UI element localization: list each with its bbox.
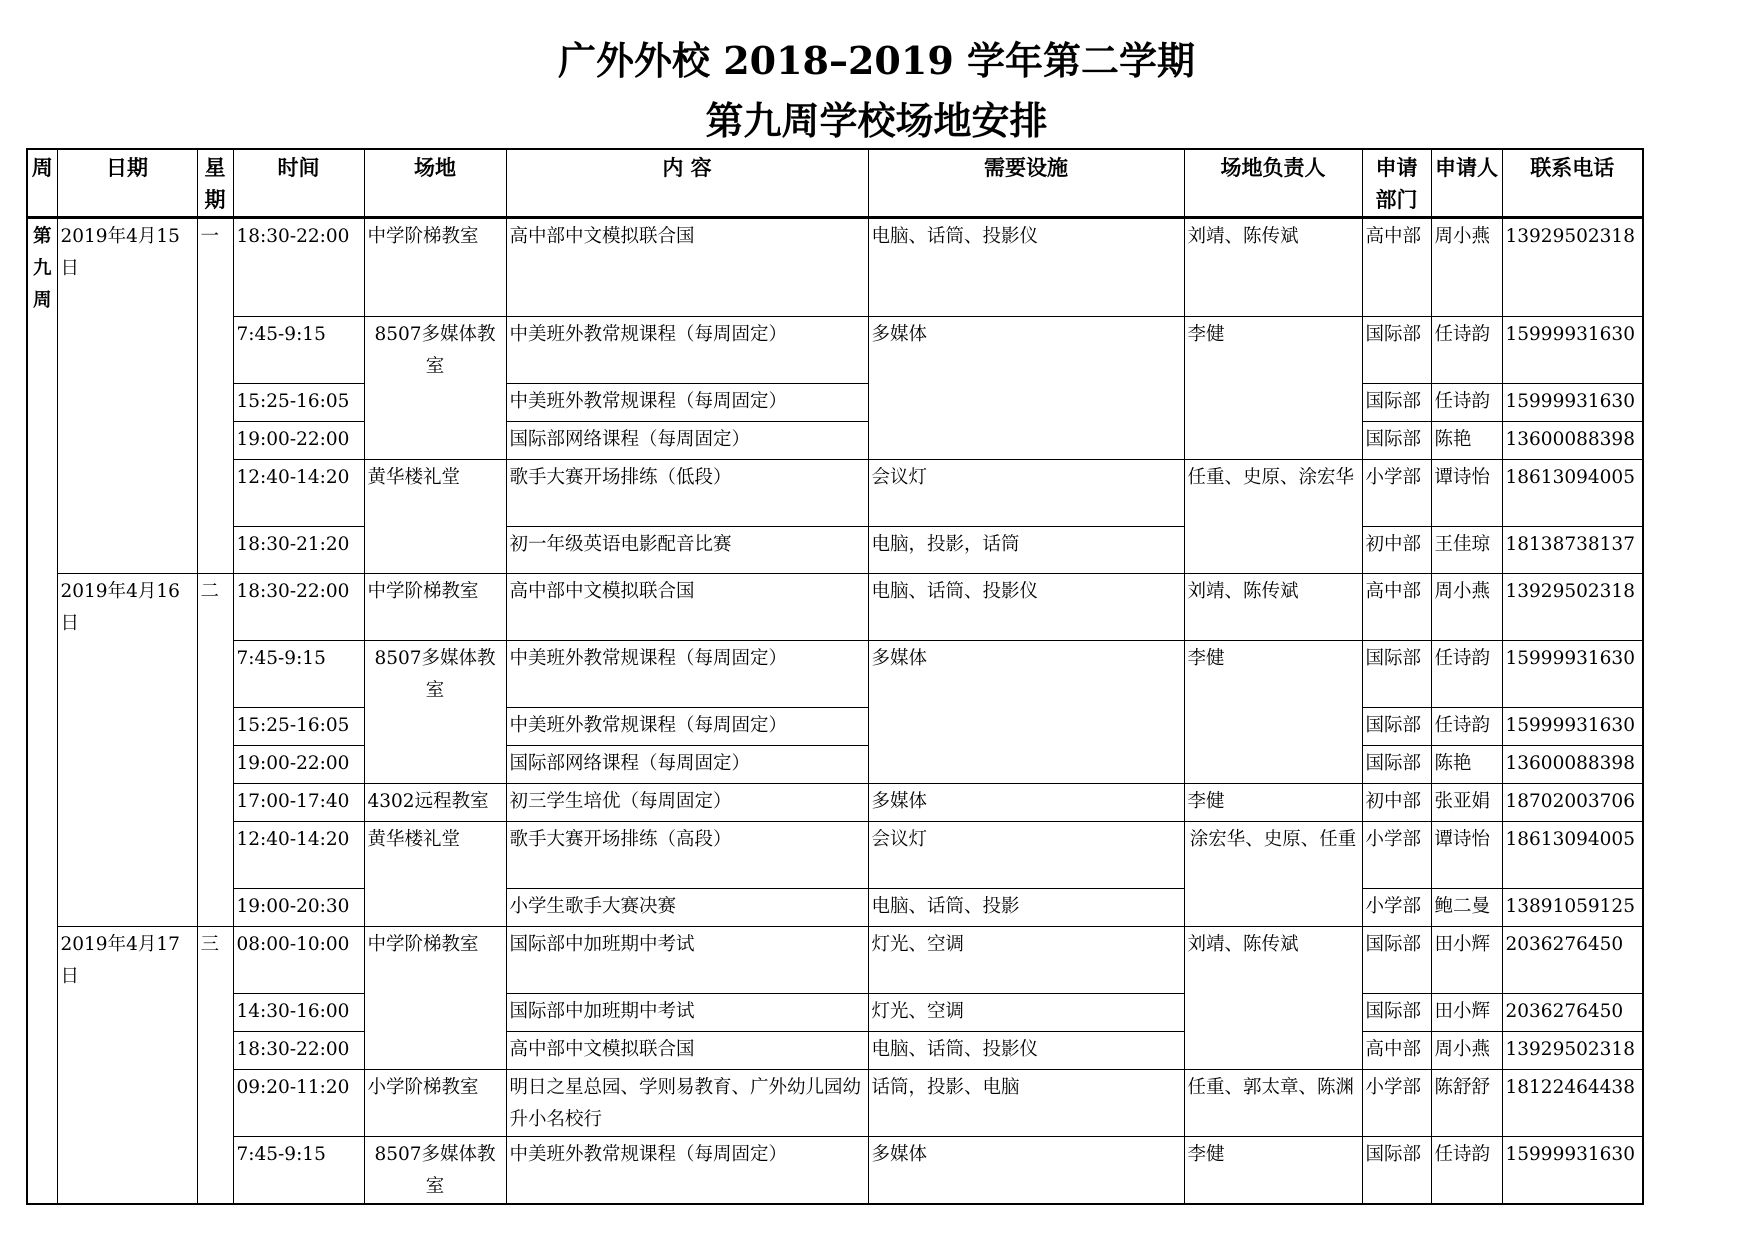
content-cell: 初一年级英语电影配音比赛 <box>506 527 868 574</box>
header-person: 场地负责人 <box>1184 149 1362 218</box>
week-cell: 第九周 <box>27 218 57 1205</box>
facilities-cell: 多媒体 <box>868 641 1184 784</box>
date-cell: 2019年4月15日 <box>57 218 197 574</box>
content-cell: 中美班外教常规课程（每周固定） <box>506 384 868 422</box>
content-cell: 歌手大赛开场排练（高段） <box>506 822 868 889</box>
content-cell: 国际部网络课程（每周固定） <box>506 422 868 460</box>
dept-cell: 高中部 <box>1362 1032 1431 1070</box>
time-cell: 18:30-22:00 <box>233 218 364 317</box>
venue-cell: 中学阶梯教室 <box>364 218 506 317</box>
dept-cell: 国际部 <box>1362 384 1431 422</box>
phone-cell: 13891059125 <box>1502 889 1643 927</box>
venue-cell: 中学阶梯教室 <box>364 574 506 641</box>
content-cell: 中美班外教常规课程（每周固定） <box>506 708 868 746</box>
table-row <box>27 746 1643 784</box>
phone-cell: 18613094005 <box>1502 822 1643 889</box>
applicant-cell: 鲍二曼 <box>1431 889 1502 927</box>
header-dept: 申请部门 <box>1362 149 1431 218</box>
venue-cell: 4302远程教室 <box>364 784 506 822</box>
phone-cell: 18122464438 <box>1502 1070 1643 1137</box>
time-cell: 09:20-11:20 <box>233 1070 364 1137</box>
applicant-cell: 周小燕 <box>1431 574 1502 641</box>
dept-cell: 国际部 <box>1362 927 1431 994</box>
phone-cell: 15999931630 <box>1502 641 1643 708</box>
venue-cell: 8507多媒体教室 <box>364 1137 506 1205</box>
table-row <box>27 708 1643 746</box>
applicant-cell: 任诗韵 <box>1431 317 1502 384</box>
table-row <box>27 641 1643 708</box>
time-cell: 7:45-9:15 <box>233 1137 364 1205</box>
content-cell: 歌手大赛开场排练（低段） <box>506 460 868 527</box>
time-cell: 19:00-20:30 <box>233 889 364 927</box>
content-cell: 国际部中加班期中考试 <box>506 927 868 994</box>
time-cell: 7:45-9:15 <box>233 641 364 708</box>
phone-cell: 15999931630 <box>1502 708 1643 746</box>
header-date: 日期 <box>57 149 197 218</box>
table-row <box>27 317 1643 384</box>
venue-cell: 小学阶梯教室 <box>364 1070 506 1137</box>
facilities-cell: 电脑、话筒、投影仪 <box>868 574 1184 641</box>
time-cell: 12:40-14:20 <box>233 822 364 889</box>
dept-cell: 国际部 <box>1362 422 1431 460</box>
facilities-cell: 多媒体 <box>868 784 1184 822</box>
dept-cell: 小学部 <box>1362 889 1431 927</box>
applicant-cell: 田小辉 <box>1431 927 1502 994</box>
facilities-cell: 电脑，投影，话筒 <box>868 527 1184 574</box>
table-row <box>27 574 1643 641</box>
person-cell: 李健 <box>1184 784 1362 822</box>
facilities-cell: 话筒，投影、电脑 <box>868 1070 1184 1137</box>
dept-cell: 国际部 <box>1362 994 1431 1032</box>
table-row <box>27 784 1643 822</box>
table-row <box>27 1070 1643 1137</box>
applicant-cell: 陈艳 <box>1431 746 1502 784</box>
applicant-cell: 谭诗怡 <box>1431 460 1502 527</box>
facilities-cell: 电脑、话筒、投影 <box>868 889 1184 927</box>
venue-cell: 黄华楼礼堂 <box>364 460 506 574</box>
weekday-cell: 二 <box>197 574 233 927</box>
applicant-cell: 王佳琼 <box>1431 527 1502 574</box>
header-applicant: 申请人 <box>1431 149 1502 218</box>
header-facilities: 需要设施 <box>868 149 1184 218</box>
time-cell: 18:30-21:20 <box>233 527 364 574</box>
applicant-cell: 谭诗怡 <box>1431 822 1502 889</box>
phone-cell: 13929502318 <box>1502 218 1643 317</box>
content-cell: 小学生歌手大赛决赛 <box>506 889 868 927</box>
header-venue: 场地 <box>364 149 506 218</box>
time-cell: 19:00-22:00 <box>233 422 364 460</box>
time-cell: 7:45-9:15 <box>233 317 364 384</box>
phone-cell: 2036276450 <box>1502 927 1643 994</box>
content-cell: 中美班外教常规课程（每周固定） <box>506 1137 868 1205</box>
venue-cell: 8507多媒体教室 <box>364 641 506 784</box>
phone-cell: 18138738137 <box>1502 527 1643 574</box>
content-cell: 中美班外教常规课程（每周固定） <box>506 641 868 708</box>
phone-cell: 2036276450 <box>1502 994 1643 1032</box>
phone-cell: 15999931630 <box>1502 317 1643 384</box>
table-row <box>27 460 1643 527</box>
dept-cell: 小学部 <box>1362 822 1431 889</box>
venue-cell: 中学阶梯教室 <box>364 927 506 1070</box>
venue-cell: 黄华楼礼堂 <box>364 822 506 927</box>
person-cell: 刘靖、陈传斌 <box>1184 218 1362 317</box>
content-cell: 高中部中文模拟联合国 <box>506 218 868 317</box>
venue-cell: 8507多媒体教室 <box>364 317 506 460</box>
person-cell: 涂宏华、史原、任重 <box>1184 822 1362 927</box>
person-cell: 李健 <box>1184 641 1362 784</box>
person-cell: 刘靖、陈传斌 <box>1184 927 1362 1070</box>
person-cell: 刘靖、陈传斌 <box>1184 574 1362 641</box>
facilities-cell: 会议灯 <box>868 460 1184 527</box>
facilities-cell: 电脑、话筒、投影仪 <box>868 1032 1184 1070</box>
header-phone: 联系电话 <box>1502 149 1643 218</box>
dept-cell: 国际部 <box>1362 708 1431 746</box>
document-title: 广外外校 2018–2019 学年第二学期 <box>558 38 1195 83</box>
phone-cell: 13600088398 <box>1502 746 1643 784</box>
applicant-cell: 任诗韵 <box>1431 1137 1502 1205</box>
time-cell: 19:00-22:00 <box>233 746 364 784</box>
person-cell: 李健 <box>1184 1137 1362 1205</box>
dept-cell: 国际部 <box>1362 641 1431 708</box>
person-cell: 李健 <box>1184 317 1362 460</box>
facilities-cell: 电脑、话筒、投影仪 <box>868 218 1184 317</box>
applicant-cell: 任诗韵 <box>1431 641 1502 708</box>
content-cell: 明日之星总园、学则易教育、广外幼儿园幼升小名校行 <box>506 1070 868 1137</box>
header-week: 周 <box>27 149 57 218</box>
header-time: 时间 <box>233 149 364 218</box>
table-row <box>27 1032 1643 1070</box>
table-row <box>27 994 1643 1032</box>
phone-cell: 18613094005 <box>1502 460 1643 527</box>
dept-cell: 初中部 <box>1362 527 1431 574</box>
dept-cell: 国际部 <box>1362 317 1431 384</box>
phone-cell: 18702003706 <box>1502 784 1643 822</box>
header-weekday: 星期 <box>197 149 233 218</box>
applicant-cell: 周小燕 <box>1431 1032 1502 1070</box>
applicant-cell: 陈舒舒 <box>1431 1070 1502 1137</box>
table-row <box>27 527 1643 574</box>
header-content: 内 容 <box>506 149 868 218</box>
time-cell: 17:00-17:40 <box>233 784 364 822</box>
document-subtitle: 第九周学校场地安排 <box>705 98 1048 143</box>
content-cell: 高中部中文模拟联合国 <box>506 574 868 641</box>
applicant-cell: 陈艳 <box>1431 422 1502 460</box>
dept-cell: 国际部 <box>1362 1137 1431 1205</box>
table-row <box>27 1137 1643 1205</box>
facilities-cell: 灯光、空调 <box>868 927 1184 994</box>
table-row <box>27 384 1643 422</box>
facilities-cell: 多媒体 <box>868 317 1184 460</box>
schedule-table <box>26 148 1644 1205</box>
facilities-cell: 会议灯 <box>868 822 1184 889</box>
content-cell: 国际部中加班期中考试 <box>506 994 868 1032</box>
content-cell: 中美班外教常规课程（每周固定） <box>506 317 868 384</box>
facilities-cell: 灯光、空调 <box>868 994 1184 1032</box>
facilities-cell: 多媒体 <box>868 1137 1184 1205</box>
table-row <box>27 822 1643 889</box>
phone-cell: 15999931630 <box>1502 1137 1643 1205</box>
applicant-cell: 周小燕 <box>1431 218 1502 317</box>
date-cell: 2019年4月17日 <box>57 927 197 1205</box>
time-cell: 18:30-22:00 <box>233 574 364 641</box>
applicant-cell: 田小辉 <box>1431 994 1502 1032</box>
person-cell: 任重、史原、涂宏华 <box>1184 460 1362 574</box>
time-cell: 18:30-22:00 <box>233 1032 364 1070</box>
time-cell: 15:25-16:05 <box>233 708 364 746</box>
dept-cell: 高中部 <box>1362 574 1431 641</box>
dept-cell: 初中部 <box>1362 784 1431 822</box>
person-cell: 任重、郭太章、陈渊 <box>1184 1070 1362 1137</box>
phone-cell: 13600088398 <box>1502 422 1643 460</box>
time-cell: 12:40-14:20 <box>233 460 364 527</box>
time-cell: 08:00-10:00 <box>233 927 364 994</box>
table-row <box>27 422 1643 460</box>
time-cell: 14:30-16:00 <box>233 994 364 1032</box>
table-row <box>27 927 1643 994</box>
dept-cell: 小学部 <box>1362 460 1431 527</box>
phone-cell: 15999931630 <box>1502 384 1643 422</box>
weekday-cell: 一 <box>197 218 233 574</box>
applicant-cell: 任诗韵 <box>1431 384 1502 422</box>
time-cell: 15:25-16:05 <box>233 384 364 422</box>
date-cell: 2019年4月16日 <box>57 574 197 927</box>
header-row <box>27 149 1643 218</box>
dept-cell: 小学部 <box>1362 1070 1431 1137</box>
weekday-cell: 三 <box>197 927 233 1205</box>
content-cell: 国际部网络课程（每周固定） <box>506 746 868 784</box>
phone-cell: 13929502318 <box>1502 1032 1643 1070</box>
table-row <box>27 889 1643 927</box>
dept-cell: 高中部 <box>1362 218 1431 317</box>
applicant-cell: 任诗韵 <box>1431 708 1502 746</box>
table-row <box>27 218 1643 317</box>
dept-cell: 国际部 <box>1362 746 1431 784</box>
content-cell: 初三学生培优（每周固定） <box>506 784 868 822</box>
phone-cell: 13929502318 <box>1502 574 1643 641</box>
content-cell: 高中部中文模拟联合国 <box>506 1032 868 1070</box>
applicant-cell: 张亚娟 <box>1431 784 1502 822</box>
